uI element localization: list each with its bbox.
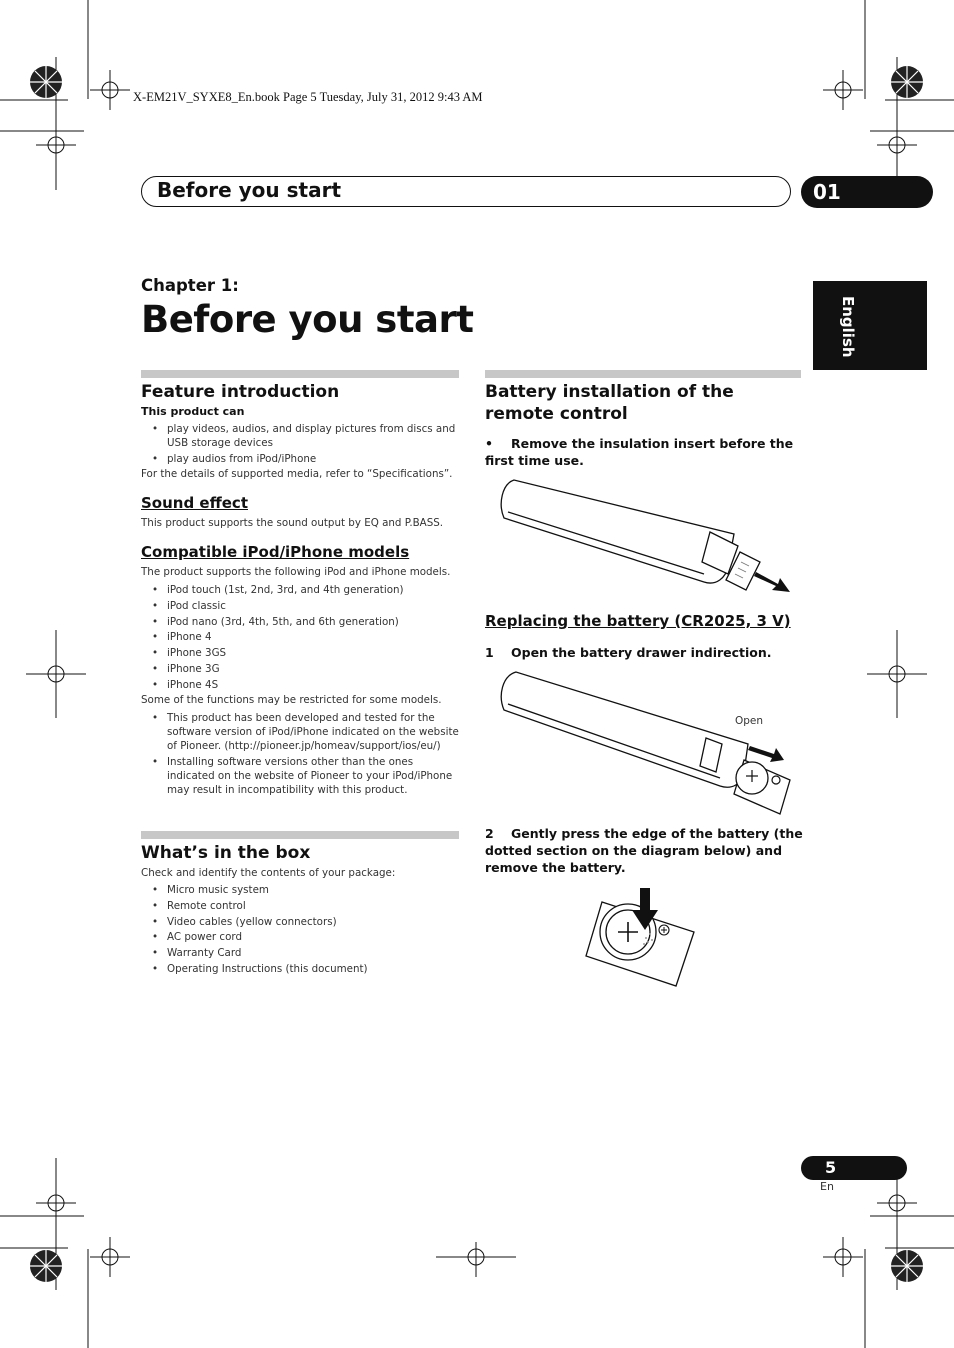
list-item: • iPhone 3GS (141, 646, 461, 660)
list-item: • iPod classic (141, 599, 461, 613)
section-divider (141, 370, 459, 378)
list-item: • Installing software versions other than the ones indicated on the website of Pioneer to your iPod/iPhone may result in incompatibility with this product. (141, 755, 461, 797)
list-item: • play videos, audios, and display pictures from discs and USB storage devices (141, 422, 461, 450)
open-label: Open (735, 715, 764, 727)
header-title: Before you start (157, 178, 342, 202)
chapter-number-badge: 01 (801, 176, 933, 208)
print-info: X-EM21V_SYXE8_En.book Page 5 Tuesday, July 31, 2012 9:43 AM (133, 90, 483, 104)
list-item: • iPod nano (3rd, 4th, 5th, and 6th generation) (141, 615, 461, 629)
feature-intro: This product can (141, 405, 245, 418)
box-heading: What’s in the box (141, 843, 311, 863)
sound-effect-heading: Sound effect (141, 494, 248, 512)
step-1 (485, 644, 772, 661)
sound-effect-text: This product supports the sound output by EQ and P.BASS. (141, 517, 444, 529)
list-item: • iPod touch (1st, 2nd, 3rd, and 4th generation) (141, 583, 461, 597)
feature-heading: Feature introduction (141, 382, 340, 402)
step-2 (485, 825, 803, 876)
svg-text:English: English (839, 296, 857, 358)
step-number: 2 (485, 826, 494, 841)
list-item: • iPhone 3G (141, 662, 461, 676)
battery-drawer-illustration (494, 668, 794, 816)
list-item: • Operating Instructions (this document) (141, 962, 461, 976)
step-text: Gently press the edge of the battery (the dotted section on the diagram below) and remove the battery. (485, 826, 803, 875)
list-item: • play audios from iPod/iPhone (141, 452, 461, 466)
step-text: Open the battery drawer indirection. (511, 645, 772, 660)
list-item: • Warranty Card (141, 946, 461, 960)
chapter-title: Before you start (141, 298, 474, 341)
page-number: 5 (801, 1156, 907, 1180)
section-divider (485, 370, 801, 378)
chapter-label: Chapter 1: (141, 276, 239, 295)
list-item: • This product has been developed and tested for the software version of iPod/iPhone indicated on the website of Pioneer. (http://pioneer.jp/homeav/support/ios/eu/) (141, 711, 461, 753)
page-language: En (820, 1180, 834, 1193)
section-divider (141, 831, 459, 839)
compat-list (141, 583, 461, 694)
compat-intro: The product supports the following iPod and iPhone models. (141, 566, 451, 578)
list-item: • Video cables (yellow connectors) (141, 915, 461, 929)
language-tab-label (827, 294, 857, 358)
battery-heading: Battery installation of the remote control (485, 382, 734, 424)
compat-heading: Compatible iPod/iPhone models (141, 543, 410, 561)
list-item: • Micro music system (141, 883, 461, 897)
feature-list (141, 422, 461, 468)
step-number: 1 (485, 645, 494, 660)
compat-note: Some of the functions may be restricted for some models. (141, 694, 442, 706)
list-item: • AC power cord (141, 930, 461, 944)
list-item: • Remote control (141, 899, 461, 913)
remote-insulation-illustration (494, 474, 794, 598)
replace-heading: Replacing the battery (CR2025, 3 V) (485, 612, 791, 630)
battery-instruction: • Remove the insulation insert before the first time use. (485, 436, 794, 468)
battery-removal-illustration (584, 884, 700, 988)
compat-notes-list (141, 711, 461, 799)
list-item: • iPhone 4 (141, 630, 461, 644)
battery-instruction-text: Remove the insulation insert before the first time use. (485, 436, 794, 468)
box-intro: Check and identify the contents of your package: (141, 867, 396, 879)
box-list (141, 883, 461, 978)
list-item: • iPhone 4S (141, 678, 461, 692)
feature-note: For the details of supported media, refer to “Specifications”. (141, 468, 453, 480)
